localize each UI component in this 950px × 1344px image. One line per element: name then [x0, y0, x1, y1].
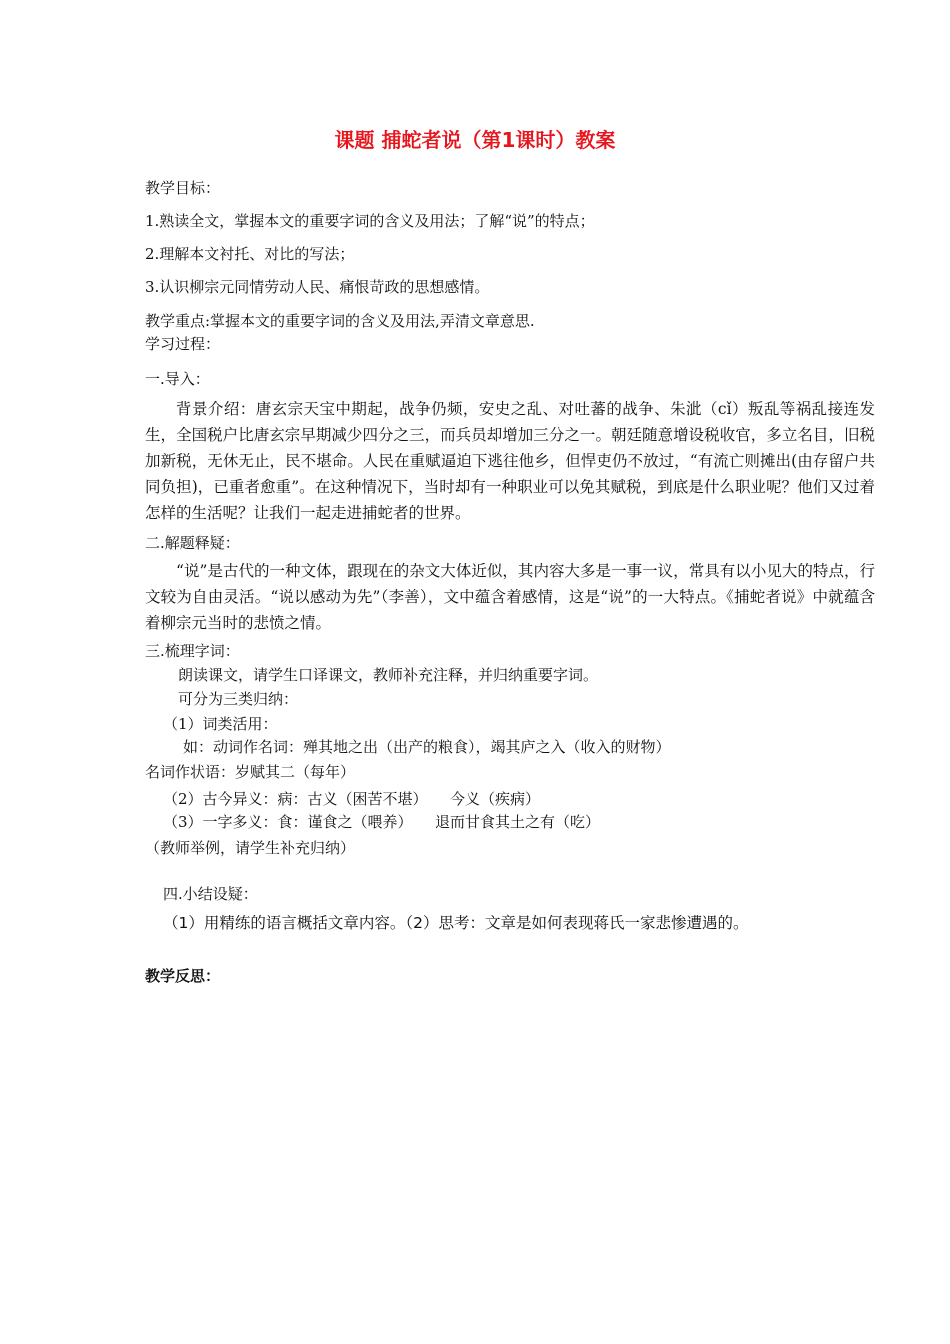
section-1-heading: 一.导入：: [145, 370, 210, 388]
objective-item: 3.认识柳宗元同情劳动人民、痛恨苛政的思想感情。: [145, 278, 490, 296]
section-1-text: 背景介绍：唐玄宗天宝中期起，战争仍频，安史之乱、对吐蕃的战争、朱泚（cǐ）叛乱等祸乱接连发生，全国税户比唐玄宗早期减少四分之三，而兵员却增加三分之一。朝廷随意增设税收官，多立名目，旧税加新税，无休无止，民不堪命。人民在重赋逼迫下逃往他乡，但悍吏仍不放过，“有流亡则摊出(由存留户共同负担)，已重者愈重”。在这种情况下，当时却有一种职业可以免其赋税，到底是什么职业呢？他们又过着怎样的生活呢？让我们一起走进捕蛇者的世界。: [145, 400, 875, 522]
section-3-line: （2）古今异义：病：古义（困苦不堪） 今义（疾病）: [163, 790, 541, 808]
section-2-heading: 二.解题释疑：: [145, 534, 240, 552]
section-3-line: （1）词类活用：: [163, 715, 278, 733]
section-2-text: “说”是古代的一种文体，跟现在的杂文大体近似，其内容大多是一事一议，常具有以小见大的特点，行文较为自由灵活。“说以感动为先”（李善），文中蕴含着感情，这是“说”的一大特点。《捕蛇者说》中就蕴含着柳宗元当时的悲愤之情。: [145, 562, 875, 632]
section-4-heading: 四.小结设疑：: [163, 885, 258, 903]
section-4-text: （1）用精练的语言概括文章内容。（2）思考：文章是如何表现蒋氏一家悲惨遭遇的。: [163, 914, 749, 932]
process-heading: 学习过程：: [145, 335, 221, 353]
section-3-line: 朗读课文，请学生口译课文，教师补充注释，并归纳重要字词。: [178, 666, 599, 684]
section-3-line: 可分为三类归纳：: [178, 690, 299, 708]
reflection-heading: 教学反思：: [145, 967, 221, 985]
objective-item: 2.理解本文衬托、对比的写法；: [145, 245, 355, 263]
section-3-line: 如：动词作名词：殚其地之出（出产的粮食），竭其庐之入（收入的财物）: [183, 738, 671, 756]
page-title: 课题 捕蛇者说（第1课时）教案: [334, 128, 616, 152]
key-point: 教学重点:掌握本文的重要字词的含义及用法,弄清文章意思.: [145, 312, 535, 330]
objectives-heading: 教学目标：: [145, 179, 221, 197]
section-3-line: （教师举例，请学生补充归纳）: [145, 839, 356, 857]
section-3-line: 名词作状语：岁赋其二（每年）: [145, 763, 356, 781]
section-3-line: （3）一字多义：食：谨食之（喂养） 退而甘食其土之有（吃）: [163, 813, 601, 831]
section-3-heading: 三.梳理字词：: [145, 642, 240, 660]
objective-item: 1.熟读全文，掌握本文的重要字词的含义及用法；了解“说”的特点；: [145, 212, 595, 230]
